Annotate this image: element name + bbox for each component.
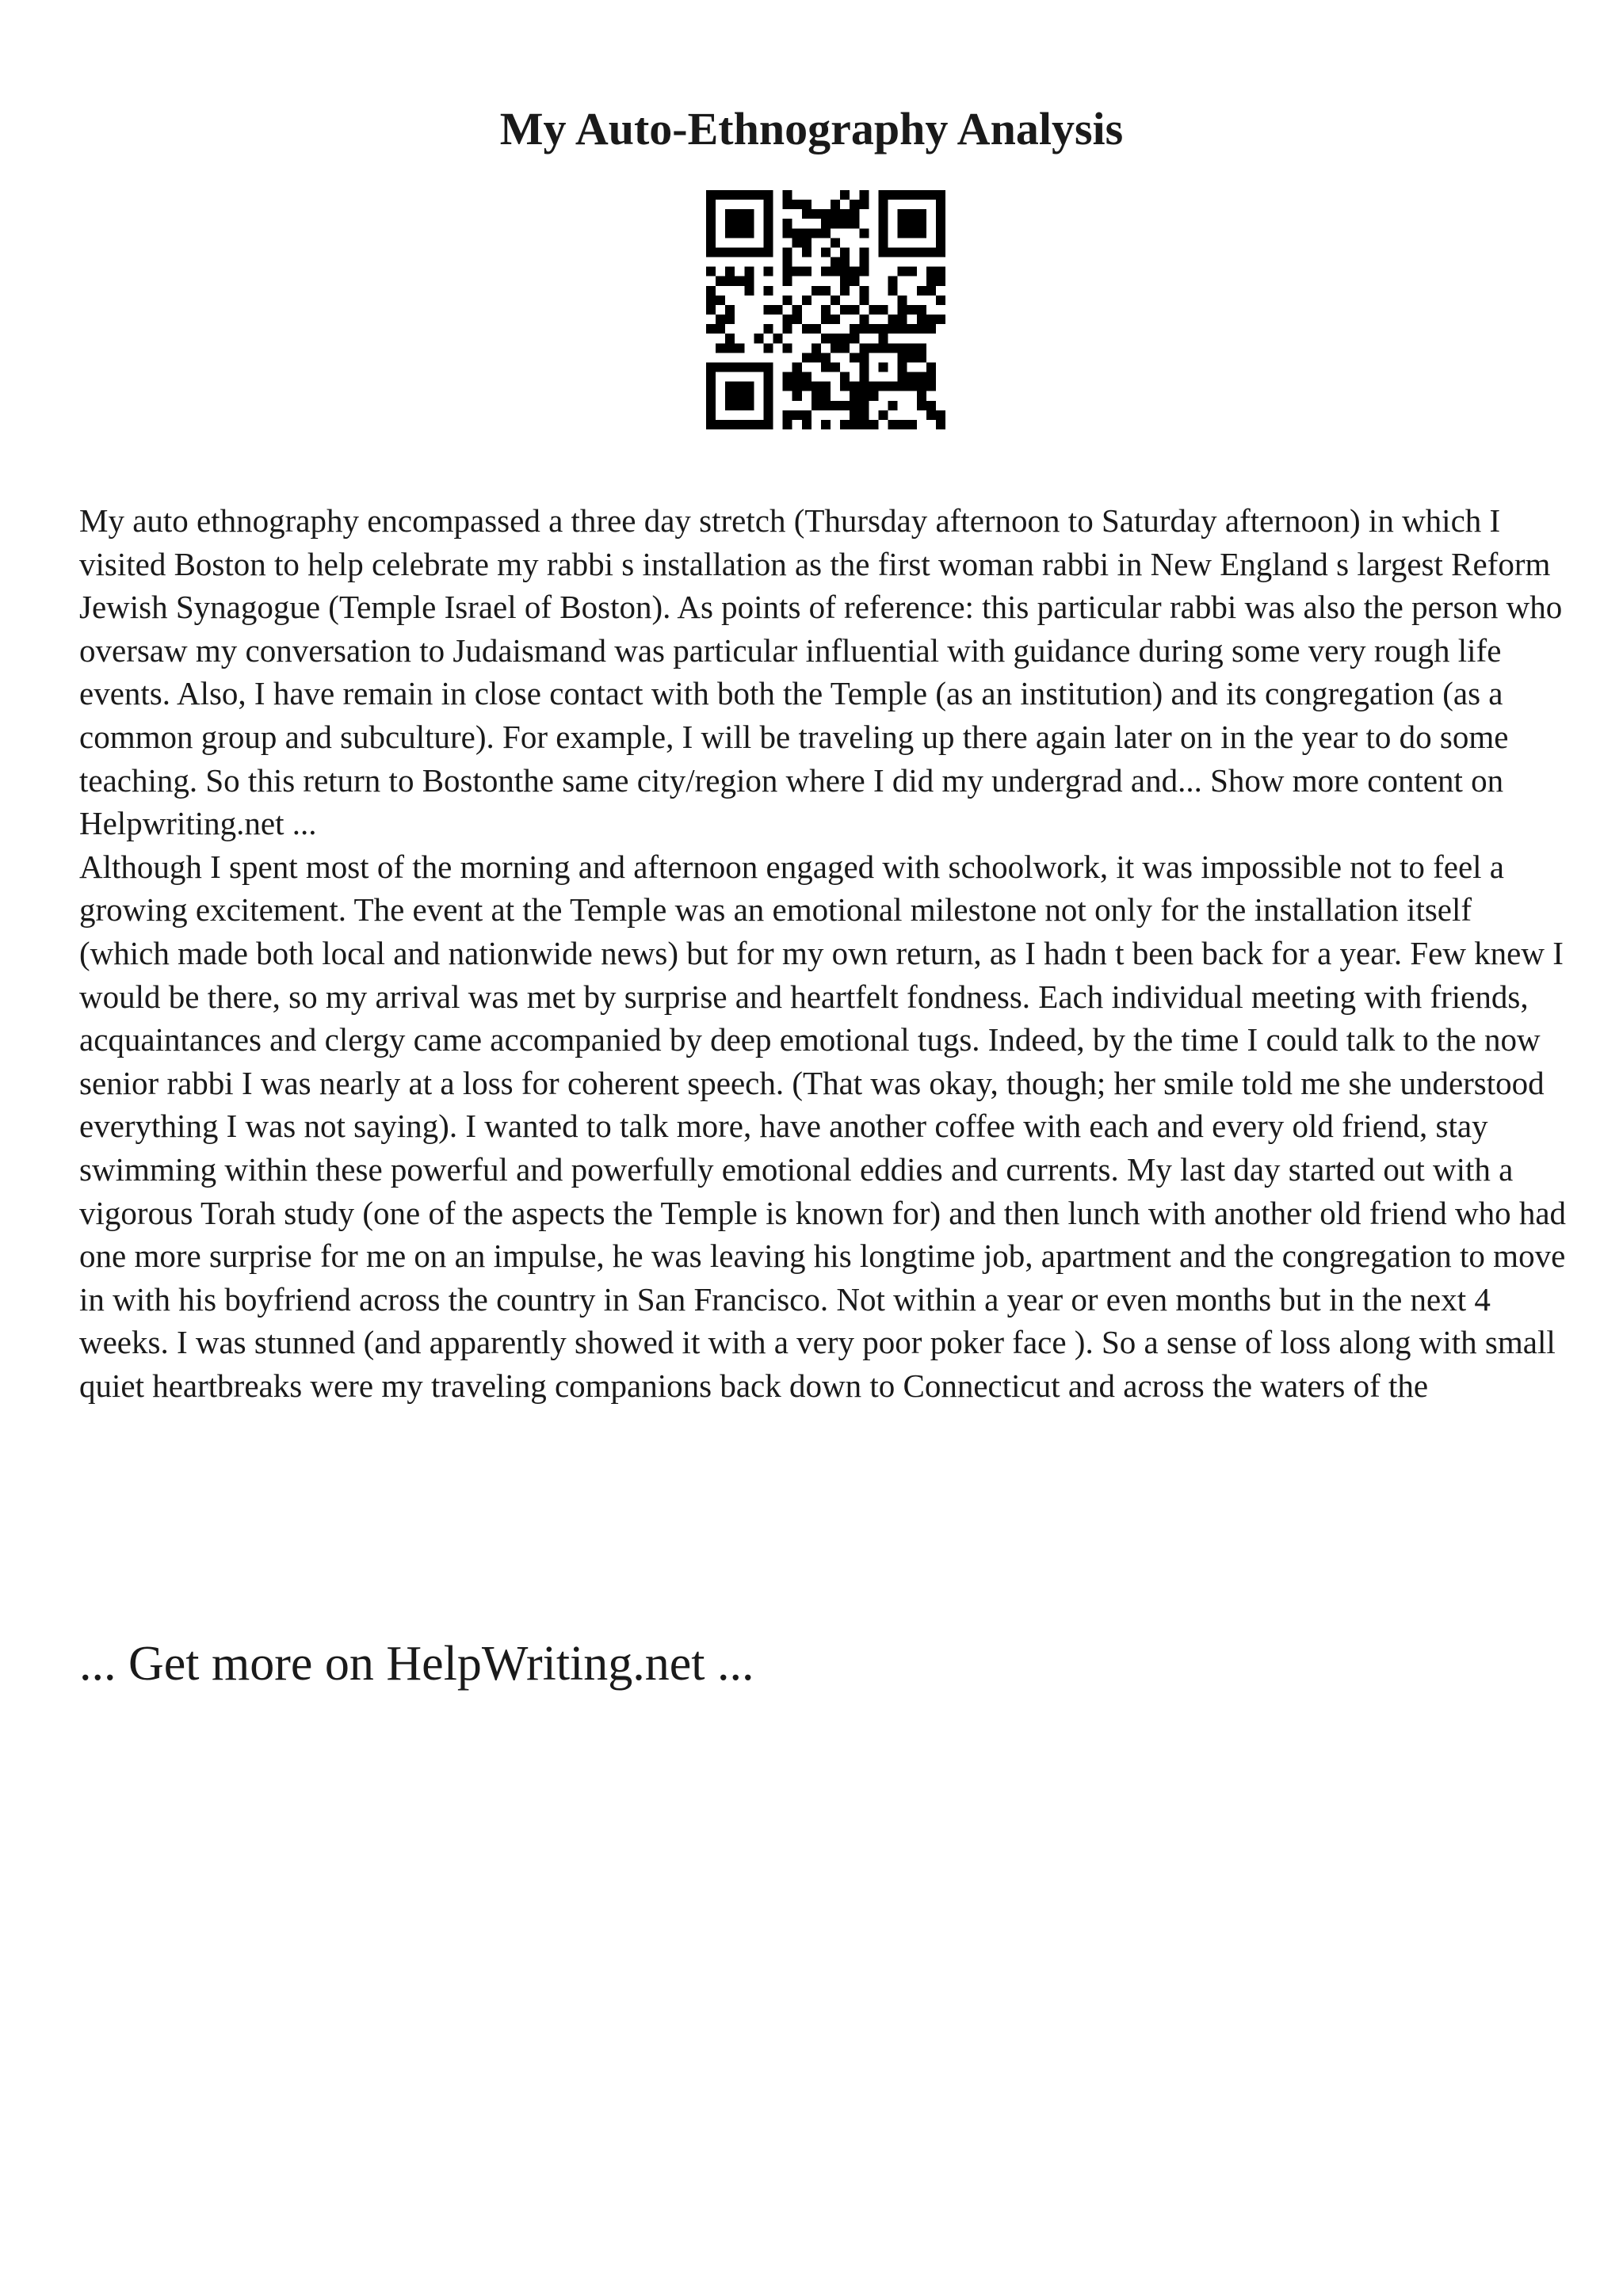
qr-code-icon xyxy=(706,190,945,429)
body-text xyxy=(79,499,1569,1407)
paragraph-1: My auto ethnography encompassed a three day stretch (Thursday afternoon to Saturday afternoon) in which I visited Boston to help celebrate my rabbi s installation as the first woman rabbi in New England s largest Reform Jewish Synagogue (Temple Israel of Boston). As points of reference: this particular rabbi was also the person who oversaw my conversation to Judaismand was particular influential with guidance during some very rough life events. Also, I have remain in close contact with both the Temple (as an institution) and its congregation (as a common group and subculture). For example, I will be traveling up there again later on in the year to do some teaching. So this return to Bostonthe same city/region where I did my undergrad and... Show more content on Helpwriting.net ... xyxy=(79,502,1563,842)
paragraph-2: Although I spent most of the morning and afternoon engaged with schoolwork, it was impossible not to feel a growing excitement. The event at the Temple was an emotional milestone not only for the installation itself (which made both local and nationwide news) but for my own return, as I hadn t been back for a year. Few knew I would be there, so my arrival was met by surprise and heartfelt fondness. Each individual meeting with friends, acquaintances and clergy came accompanied by deep emotional tugs. Indeed, by the time I could talk to the now senior rabbi I was nearly at a loss for coherent speech. (That was okay, though; her smile told me she understood everything I was not saying). I wanted to talk more, have another coffee with each and every old friend, stay swimming within these powerful and powerfully emotional eddies and currents. My last day started out with a vigorous Torah study (one of the aspects the Temple is known for) and then lunch with another old friend who had one more surprise for me on an impulse, he was leaving his longtime job, apartment and the congregation to move in with his boyfriend across the country in San Francisco. Not within a year or even months but in the next 4 weeks. I was stunned (and apparently showed it with a very poor poker face ). So a sense of loss along with small quiet heartbreaks were my traveling companions back down to Connecticut and across the waters of the xyxy=(79,848,1567,1404)
page-title: My Auto-Ethnography Analysis xyxy=(499,103,1124,154)
get-more-link[interactable]: ... Get more on HelpWriting.net ... xyxy=(79,1637,754,1691)
